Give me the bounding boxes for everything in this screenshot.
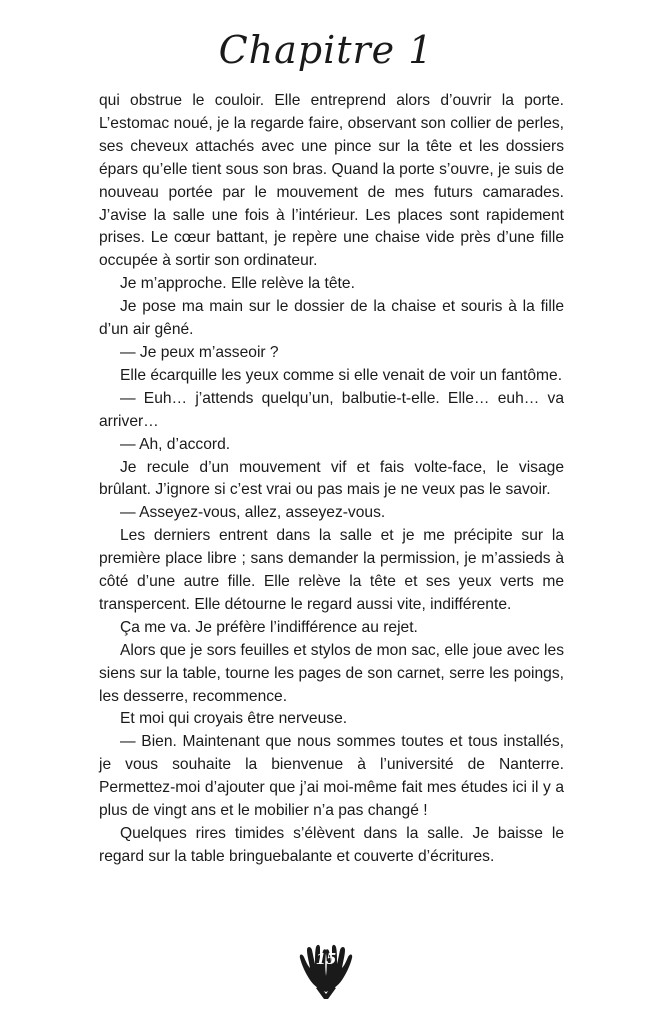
paragraph: Les derniers entrent dans la salle et je me précipite sur la première place libre ; sans demander la permission, je m’assieds à côté d’une autre fille. Elle relève la tête et ses yeux verts me transpercent. Elle détourne le regard aussi vite, indifférente. — [99, 527, 564, 613]
paragraph: Ça me va. Je préfère l’indifférence au rejet. — [120, 618, 418, 636]
page-footer — [0, 936, 652, 1000]
chapter-title: Chapitre 1 — [218, 28, 434, 72]
dialogue-line: — Je peux m’asseoir ? — [120, 343, 279, 361]
paragraph: Et moi qui croyais être nerveuse. — [120, 710, 348, 728]
page-number-emblem — [294, 936, 358, 1000]
paragraph: Alors que je sors feuilles et stylos de mon sac, elle joue avec les siens sur la table, tourne les pages de son carnet, serre les poings, les desserre, recommence. — [99, 641, 564, 705]
page-number: 15 — [315, 950, 337, 968]
open-hands-icon — [294, 936, 358, 1000]
dialogue-line: — Bien. Maintenant que nous sommes toutes et tous installés, je vous souhaite la bienvenue à l’université de Nanterre. Permettez-moi d’ajouter que j’ai moi-même fait mes études ici il y a plus de vingt ans et le mobilier n’a pas changé ! — [99, 733, 564, 820]
body-text — [99, 90, 564, 869]
dialogue-line: — Asseyez-vous, allez, asseyez-vous. — [120, 504, 386, 522]
dialogue-line: — Euh… j’attends quelqu’un, balbutie-t-elle. Elle… euh… va arriver… — [99, 389, 564, 430]
paragraph: qui obstrue le couloir. Elle entreprend alors d’ouvrir la porte. L’estomac noué, je la regarde faire, observant son collier de perles, ses cheveux attachés avec une pince sur la tête et les dossiers épars qu’elle tient sous son bras. Quand la porte s’ouvre, je suis de nouveau portée par le mouvement de mes futurs camarades. J’avise la salle une fois à l’intérieur. Les places sont rapidement prises. Le cœur battant, je repère une chaise vide près d’une fille occupée à sortir son ordinateur. — [99, 92, 564, 270]
paragraph: Quelques rires timides s’élèvent dans la salle. Je baisse le regard sur la table bringuebalante et couverte d’écritures. — [99, 825, 564, 865]
paragraph: Elle écarquille les yeux comme si elle venait de voir un fantôme. — [120, 366, 563, 384]
paragraph: Je pose ma main sur le dossier de la chaise et souris à la fille d’un air gêné. — [99, 298, 564, 339]
paragraph: Je recule d’un mouvement vif et fais volte-face, le visage brûlant. J’ignore si c’est vrai ou pas mais je ne veux pas le savoir. — [99, 458, 564, 499]
paragraph: Je m’approche. Elle relève la tête. — [120, 275, 355, 293]
dialogue-line: — Ah, d’accord. — [120, 435, 231, 453]
